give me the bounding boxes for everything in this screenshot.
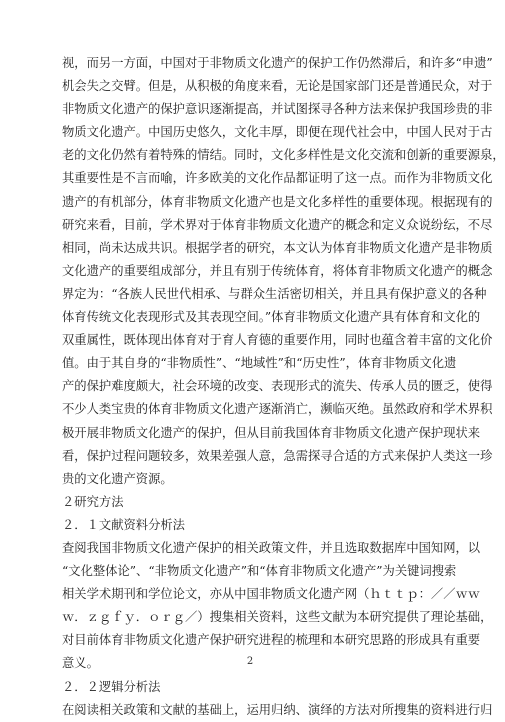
text-line: 遗产的有机部分，体育非物质文化遗产也是文化多样性的重要体现。根据现有的 xyxy=(62,194,493,209)
text-line: ｗ．ｚｇｆｙ．ｏｒｇ／）搜集相关资料，这些文献为本研究提供了理论基础， xyxy=(62,610,493,625)
text-line: 相同，尚未达成共识。根据学者的研究，本文认为体育非物质文化遗产是非物质 xyxy=(62,240,493,255)
text-line: 产的保护难度颇大，社会环境的改变、表现形式的流失、传承人员的匮乏，使得 xyxy=(62,379,493,394)
text-line: 界定为：“各族人民世代相承、与群众生活密切相关，并且具有保护意义的各种 xyxy=(62,286,487,301)
text-line: 对目前体育非物质文化遗产保护研究进程的梳理和本研究思路的形成具有重要 xyxy=(62,633,481,648)
text-line: “文化整体论”、“非物质文化遗产”和“体育非物质文化遗产”为关键词搜索 xyxy=(62,564,457,579)
text-line: 在阅读相关政策和文献的基础上，运用归纳、演绎的方法对所搜集的资料进行归 xyxy=(62,702,493,717)
text-line: 机会失之交臂。但是，从积极的角度来看，无论是国家部门还是普通民众，对于 xyxy=(62,79,493,94)
text-line: 体育传统文化表现形式及其表现空间。”体育非物质文化遗产具有体育和文化的 xyxy=(62,310,481,325)
text-line: 研究来看，目前，学术界对于体育非物质文化遗产的概念和定义众说纷纭，不尽 xyxy=(62,217,493,232)
section-heading: ２研究方法 xyxy=(62,494,124,509)
subsection-heading: ２．１文献资料分析法 xyxy=(62,517,185,532)
text-line: 不少人类宝贵的体育非物质文化遗产逐渐消亡，濒临灭绝。虽然政府和学术界积 xyxy=(62,402,493,417)
text-line: 查阅我国非物质文化遗产保护的相关政策文件，并且选取数据库中国知网，以 xyxy=(62,540,481,555)
text-line: 极开展非物质文化遗产的保护，但从目前我国体育非物质文化遗产保护现状来 xyxy=(62,425,481,440)
text-line: 非物质文化遗产的保护意识逐渐提高，并试图探寻各种方法来保护我国珍贵的非 xyxy=(62,102,493,117)
text-line: 视，而另一方面，中国对于非物质文化遗产的保护工作仍然滞后，和许多“申遗” xyxy=(62,56,493,70)
text-line: 双重属性，既体现出体育对于育人育德的重要作用，同时也蕴含着丰富的文化价 xyxy=(62,333,493,348)
text-line: 相关学术期刊和学位论文，亦从中国非物质文化遗产网（ｈｔｔｐ：／／ｗｗ xyxy=(62,587,481,602)
subsection-heading: ２．２逻辑分析法 xyxy=(62,679,161,694)
page-number: 2 xyxy=(246,656,254,667)
text-line: 看，保护过程问题较多，效果差强人意，急需探寻合适的方式来保护人类这一珍 xyxy=(62,448,493,463)
text-line: 意义。 xyxy=(62,656,99,671)
text-line: 贵的文化遗产资源。 xyxy=(62,471,173,486)
body-text xyxy=(62,52,505,722)
text-line: 文化遗产的重要组成部分，并且有别于传统体育，将体育非物质文化遗产的概念 xyxy=(62,263,493,278)
text-line: 其重要性是不言而喻，许多欧美的文化作品都证明了这一点。而作为非物质文化 xyxy=(62,171,493,186)
text-line: 值。由于其自身的“非物质性”、“地域性”和“历史性”，体育非物质文化遗 xyxy=(62,356,457,371)
text-line: 老的文化仍然有着特殊的情结。同时，文化多样性是文化交流和创新的重要源泉， xyxy=(62,148,505,163)
text-line: 物质文化遗产。中国历史悠久，文化丰厚，即便在现代社会中，中国人民对于古 xyxy=(62,125,493,140)
